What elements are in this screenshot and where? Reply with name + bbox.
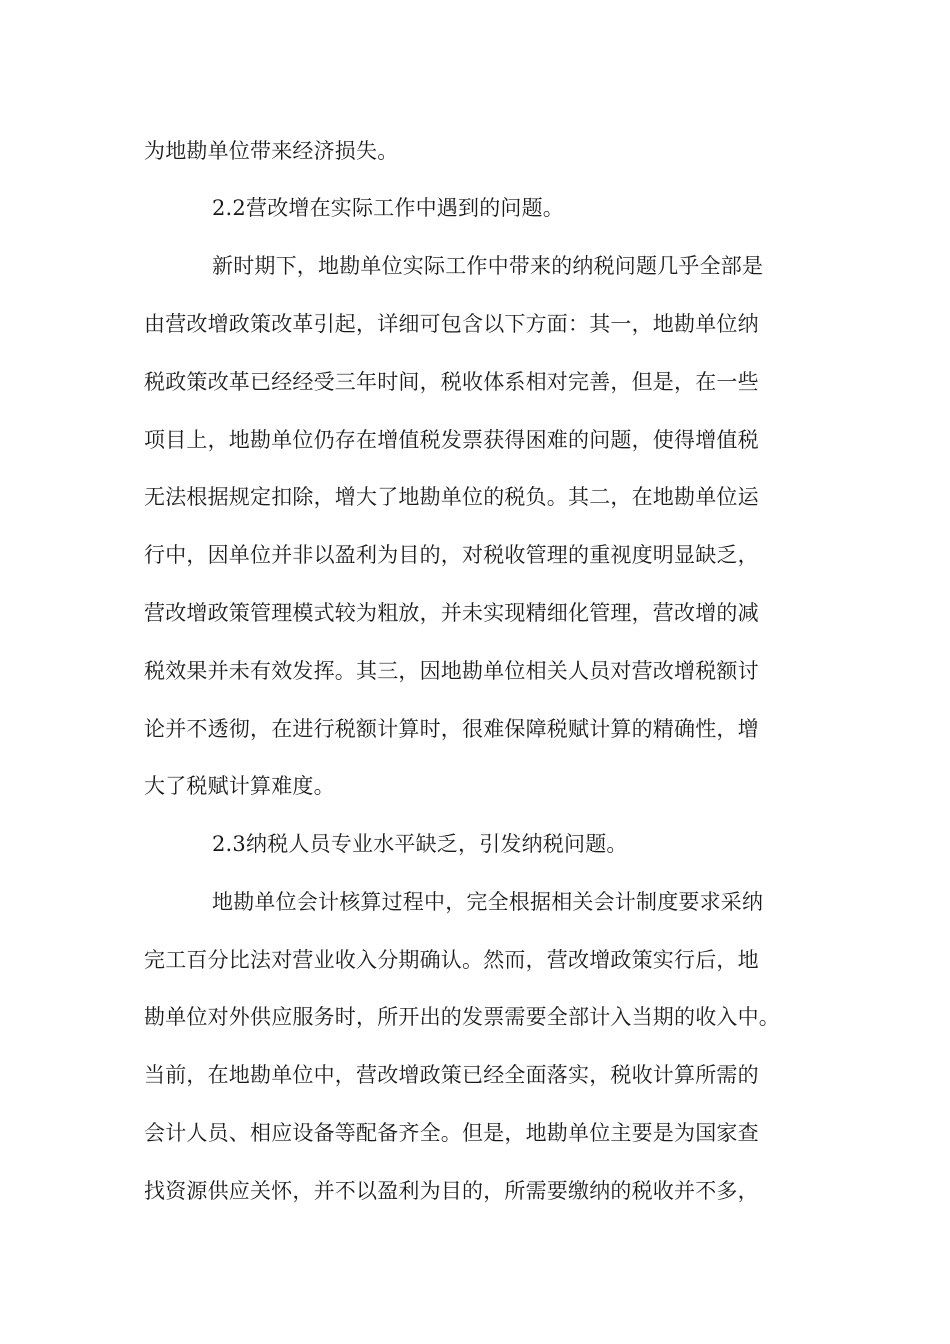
paragraph-line: 勘单位对外供应服务时，所开出的发票需要全部计入当期的收入中。 [144, 1005, 780, 1029]
paragraph-line: 大了税赋计算难度。 [144, 774, 335, 798]
section-heading-2-2: 2.2营改增在实际工作中遇到的问题。 [212, 196, 564, 220]
paragraph-line: 项目上，地勘单位仍存在增值税发票获得困难的问题，使得增值税 [144, 428, 759, 452]
paragraph-line: 营改增政策管理模式较为粗放，并未实现精细化管理，营改增的减 [144, 601, 759, 625]
paragraph-line: 无法根据规定扣除，增大了地勘单位的税负。其二，在地勘单位运 [144, 485, 759, 509]
paragraph-line: 新时期下，地勘单位实际工作中带来的纳税问题几乎全部是 [212, 254, 764, 278]
paragraph-line: 论并不透彻，在进行税额计算时，很难保障税赋计算的精确性，增 [144, 717, 759, 741]
paragraph-line: 找资源供应关怀，并不以盈利为目的，所需要缴纳的税收并不多， [144, 1179, 759, 1203]
paragraph-line: 行中，因单位并非以盈利为目的，对税收管理的重视度明显缺乏， [144, 543, 759, 567]
paragraph-line: 为地勘单位带来经济损失。 [144, 139, 399, 163]
paragraph-line: 地勘单位会计核算过程中，完全根据相关会计制度要求采纳 [212, 890, 764, 914]
paragraph-line: 由营改增政策改革引起，详细可包含以下方面：其一，地勘单位纳 [144, 312, 759, 336]
paragraph-line: 完工百分比法对营业收入分期确认。然而，营改增政策实行后，地 [144, 948, 759, 972]
paragraph-line: 会计人员、相应设备等配备齐全。但是，地勘单位主要是为国家查 [144, 1121, 759, 1145]
paragraph-line: 税政策改革已经经受三年时间，税收体系相对完善，但是，在一些 [144, 370, 759, 394]
paragraph-line: 税效果并未有效发挥。其三，因地勘单位相关人员对营改增税额讨 [144, 659, 759, 683]
paragraph-line: 当前，在地勘单位中，营改增政策已经全面落实，税收计算所需的 [144, 1063, 759, 1087]
section-heading-2-3: 2.3纳税人员专业水平缺乏，引发纳税问题。 [212, 832, 628, 856]
